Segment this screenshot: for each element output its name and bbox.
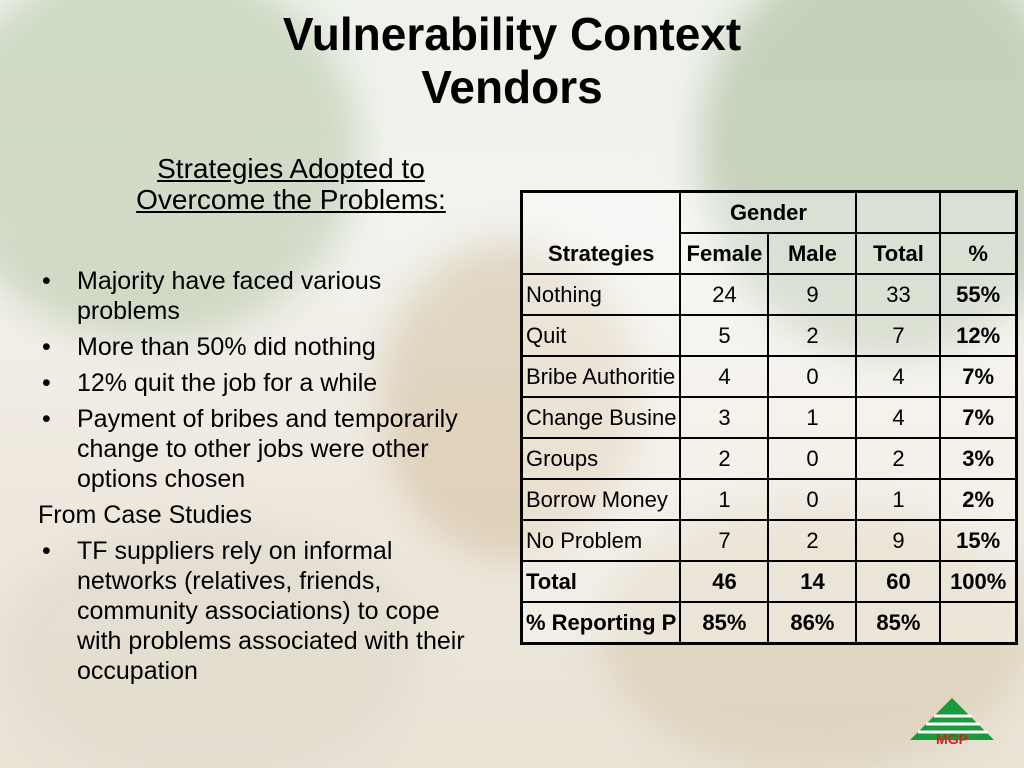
percent-cell: 7% bbox=[940, 397, 1016, 438]
total-label: Total bbox=[522, 561, 681, 602]
row-label-text: Nothing bbox=[526, 281, 602, 307]
table-row bbox=[522, 356, 1017, 397]
table-row bbox=[522, 397, 1017, 438]
male-total: 14 bbox=[768, 561, 856, 602]
table-group-header-row bbox=[522, 192, 1017, 234]
header-empty-cell bbox=[856, 192, 940, 234]
row-label-text: Change Busine bbox=[526, 404, 677, 430]
subtitle-line-1: Strategies Adopted to bbox=[157, 153, 425, 184]
bullet-text: TF suppliers rely on informal networks (relatives, friends, community associations) to cope with problems associated with their occupation bbox=[77, 537, 465, 685]
table-row bbox=[522, 438, 1017, 479]
bullet-text: More than 50% did nothing bbox=[77, 333, 376, 361]
percent-reporting bbox=[940, 602, 1016, 644]
row-label bbox=[522, 438, 681, 479]
header-total: Total bbox=[856, 233, 940, 274]
case-studies-heading: From Case Studies bbox=[38, 501, 252, 529]
logo-text: MGP bbox=[936, 731, 968, 746]
male-cell: 2 bbox=[768, 315, 856, 356]
table-row bbox=[522, 274, 1017, 315]
row-label-text: Bribe Authoritie bbox=[526, 363, 676, 389]
male-cell: 2 bbox=[768, 520, 856, 561]
bullet-item bbox=[38, 332, 488, 362]
subtitle-line-2: Overcome the Problems: bbox=[136, 184, 446, 215]
mgp-logo bbox=[906, 694, 998, 746]
total-cell: 4 bbox=[856, 356, 940, 397]
bullet-item bbox=[38, 368, 488, 398]
percent-cell: 12% bbox=[940, 315, 1016, 356]
table-row bbox=[522, 315, 1017, 356]
header-female: Female bbox=[680, 233, 768, 274]
header-percent: % bbox=[940, 233, 1016, 274]
total-cell: 7 bbox=[856, 315, 940, 356]
row-label bbox=[522, 479, 681, 520]
bullet-icon: • bbox=[42, 405, 51, 433]
row-label bbox=[522, 315, 681, 356]
header-male: Male bbox=[768, 233, 856, 274]
male-reporting: 86% bbox=[768, 602, 856, 644]
bullet-icon: • bbox=[42, 333, 51, 361]
male-cell: 0 bbox=[768, 356, 856, 397]
slide-title bbox=[0, 8, 1024, 114]
male-cell: 0 bbox=[768, 479, 856, 520]
bullet-text: Payment of bribes and temporarily change to other jobs were other options chosen bbox=[77, 405, 458, 493]
title-line-1: Vulnerability Context bbox=[282, 8, 742, 60]
header-strategies: Strategies bbox=[522, 192, 681, 275]
row-label bbox=[522, 520, 681, 561]
total-cell: 9 bbox=[856, 520, 940, 561]
bullet-item bbox=[38, 404, 488, 494]
female-cell: 24 bbox=[680, 274, 768, 315]
female-cell: 4 bbox=[680, 356, 768, 397]
female-cell: 1 bbox=[680, 479, 768, 520]
bullet-text: Majority have faced various problems bbox=[77, 267, 382, 325]
female-cell: 5 bbox=[680, 315, 768, 356]
total-cell: 1 bbox=[856, 479, 940, 520]
row-label-text: Borrow Money bbox=[526, 486, 668, 512]
title-line-2: Vendors bbox=[421, 61, 603, 113]
bullet-list bbox=[38, 266, 488, 692]
strategies-table bbox=[520, 190, 1018, 645]
row-label-text: Quit bbox=[526, 322, 567, 348]
table-row bbox=[522, 520, 1017, 561]
female-reporting: 85% bbox=[680, 602, 768, 644]
bullet-icon: • bbox=[42, 369, 51, 397]
female-total: 46 bbox=[680, 561, 768, 602]
bullet-item bbox=[38, 536, 488, 686]
male-cell: 1 bbox=[768, 397, 856, 438]
row-label bbox=[522, 356, 681, 397]
row-label bbox=[522, 274, 681, 315]
section-subtitle bbox=[96, 153, 486, 215]
percent-cell: 15% bbox=[940, 520, 1016, 561]
female-cell: 2 bbox=[680, 438, 768, 479]
reporting-label bbox=[522, 602, 681, 644]
percent-cell: 55% bbox=[940, 274, 1016, 315]
total-cell: 4 bbox=[856, 397, 940, 438]
total-reporting: 85% bbox=[856, 602, 940, 644]
female-cell: 7 bbox=[680, 520, 768, 561]
header-gender: Gender bbox=[680, 192, 856, 234]
total-cell: 2 bbox=[856, 438, 940, 479]
percent-cell: 2% bbox=[940, 479, 1016, 520]
female-cell: 3 bbox=[680, 397, 768, 438]
total-cell: 33 bbox=[856, 274, 940, 315]
percent-cell: 7% bbox=[940, 356, 1016, 397]
row-label-text: Groups bbox=[526, 445, 599, 471]
row-label bbox=[522, 397, 681, 438]
bullet-icon: • bbox=[42, 267, 51, 295]
table-row bbox=[522, 479, 1017, 520]
percent-total: 100% bbox=[940, 561, 1016, 602]
percent-cell: 3% bbox=[940, 438, 1016, 479]
bullet-item bbox=[38, 266, 488, 326]
grand-total: 60 bbox=[856, 561, 940, 602]
header-empty-cell bbox=[940, 192, 1016, 234]
male-cell: 9 bbox=[768, 274, 856, 315]
table-total-row bbox=[522, 561, 1017, 602]
reporting-label-text: % Reporting P bbox=[526, 609, 677, 635]
row-label-text: No Problem bbox=[526, 527, 643, 553]
bullet-text: 12% quit the job for a while bbox=[77, 369, 378, 397]
table-reporting-row bbox=[522, 602, 1017, 644]
male-cell: 0 bbox=[768, 438, 856, 479]
bullet-icon: • bbox=[42, 537, 51, 565]
